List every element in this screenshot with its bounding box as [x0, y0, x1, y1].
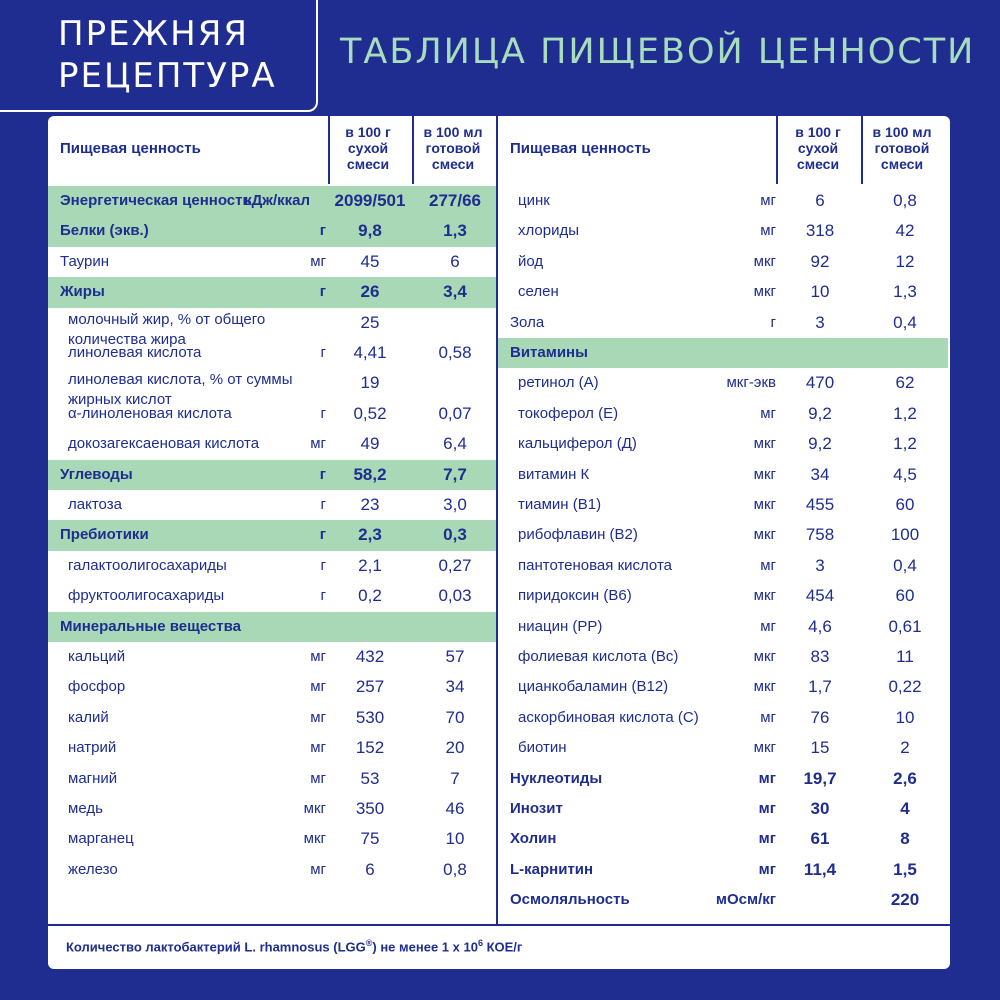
value-ready: 70 [445, 707, 465, 727]
value-dry: 9,2 [808, 403, 832, 423]
right-table-row [498, 399, 948, 429]
nutrient-name: пантотеновая кислота [518, 556, 672, 574]
unit-label: г [319, 465, 326, 483]
value-dry: 49 [360, 434, 380, 454]
value-dry: 4,41 [353, 343, 387, 362]
left-header-name: Пищевая ценность [60, 140, 201, 157]
left-header-dry: в 100 г сухой смеси [345, 124, 391, 172]
value-dry: 34 [810, 464, 830, 484]
unit-label: мг [310, 739, 326, 757]
unit-label: мг [310, 860, 326, 878]
unit-label: г [319, 526, 326, 544]
unit-label: мкг [753, 678, 776, 696]
nutrient-name: железо [68, 860, 118, 878]
value-ready: 4 [900, 799, 910, 818]
value-dry: 2,1 [358, 555, 382, 575]
footer-divider [48, 924, 950, 926]
value-ready: 220 [890, 890, 920, 910]
old-recipe-badge [0, 0, 318, 112]
unit-label: мг [310, 648, 326, 665]
unit-label: мкг [753, 526, 776, 544]
nutrient-name: Углеводы [60, 465, 133, 483]
right-table-row [498, 551, 948, 581]
value-dry: 58,2 [353, 464, 387, 484]
value-dry: 61 [810, 829, 830, 849]
left-table-row [48, 764, 496, 794]
nutrient-name: линолевая кислота, % от суммы жирных кислот [68, 371, 293, 409]
right-table-row [498, 460, 948, 490]
nutrient-name: Белки (экв.) [60, 222, 149, 240]
unit-label: мг [760, 404, 776, 422]
value-dry: 25 [360, 312, 380, 332]
value-ready: 3,4 [443, 282, 467, 302]
unit-label: г [320, 556, 326, 574]
nutrient-name: докозагексаеновая кислота [68, 435, 260, 453]
value-dry: 3 [815, 312, 825, 332]
right-table-row [498, 824, 948, 854]
nutrient-name: пиридоксин (В6) [518, 587, 632, 605]
nutrient-name: Холин [510, 830, 557, 848]
value-ready: 1,3 [443, 221, 467, 241]
unit-label: г [320, 587, 326, 605]
nutrient-name: фруктоолигосахариды [68, 587, 225, 605]
value-ready: 0,8 [893, 191, 917, 210]
nutrient-name: марганец [68, 830, 134, 848]
nutrient-name: ретинол (А) [518, 374, 599, 392]
nutrient-name: ниацин (РР) [518, 617, 603, 635]
value-ready: 62 [895, 373, 915, 393]
value-ready: 0,07 [438, 403, 472, 423]
left-header-ready: в 100 мл готовой смеси [423, 124, 483, 172]
value-ready: 100 [890, 525, 920, 545]
unit-label: мкг [753, 465, 776, 483]
value-dry: 6 [815, 191, 825, 210]
unit-label: мг [758, 800, 776, 817]
unit-label: мг [758, 769, 776, 787]
nutrient-name: биотин [518, 739, 567, 757]
value-dry: 0,52 [353, 403, 387, 423]
right-table-row [498, 338, 948, 368]
value-dry: 30 [810, 799, 830, 818]
left-table-row [48, 642, 496, 672]
value-dry: 9,8 [358, 221, 382, 241]
right-table-row [498, 794, 948, 824]
value-dry: 758 [805, 525, 835, 545]
value-ready: 1,3 [893, 282, 917, 302]
unit-label: мг [760, 192, 776, 209]
divider [412, 116, 414, 184]
unit-label: мкг [303, 800, 326, 817]
nutrient-name: рибофлавин (В2) [518, 526, 638, 544]
value-dry: 76 [810, 707, 830, 727]
nutrient-name: галактоолигосахариды [68, 556, 227, 574]
value-dry: 11,4 [803, 859, 837, 879]
right-table-row [498, 885, 948, 915]
value-dry: 23 [360, 495, 380, 514]
value-ready: 46 [445, 799, 465, 818]
nutrient-name: кальций [68, 648, 126, 665]
unit-label: мг [760, 708, 776, 726]
divider [328, 116, 330, 184]
value-dry: 454 [805, 586, 835, 606]
left-table-row [48, 551, 496, 581]
divider [776, 116, 778, 184]
nutrient-name: α-линоленовая кислота [68, 404, 232, 422]
value-ready: 2 [900, 738, 910, 758]
value-dry: 530 [355, 707, 385, 727]
value-dry: 6 [365, 859, 375, 879]
left-table-row [48, 399, 496, 429]
nutrient-name: Таурин [60, 252, 109, 270]
value-dry: 83 [810, 647, 830, 666]
value-ready: 12 [895, 251, 915, 271]
right-header-ready: в 100 мл готовой смеси [872, 124, 932, 172]
left-table-row [48, 186, 496, 216]
value-dry: 152 [355, 738, 385, 758]
left-table-row [48, 277, 496, 307]
nutrient-name: Энергетическая ценность [60, 192, 252, 209]
right-table-row [498, 703, 948, 733]
value-dry: 75 [360, 829, 380, 849]
value-dry: 92 [810, 251, 830, 271]
value-ready: 1,5 [893, 859, 917, 879]
unit-label: г [320, 404, 326, 422]
unit-label: мкг [753, 648, 776, 665]
nutrient-name: фосфор [68, 678, 126, 696]
value-dry: 26 [360, 282, 380, 302]
unit-label: мг [310, 678, 326, 696]
unit-label: мкг [303, 830, 326, 848]
left-table-row [48, 703, 496, 733]
left-table-row [48, 581, 496, 611]
nutrient-name: лактоза [68, 496, 122, 513]
nutrient-name: Витамины [510, 344, 588, 361]
nutrient-name: селен [518, 283, 559, 301]
nutrient-name: тиамин (В1) [518, 496, 602, 513]
badge-line-2: РЕЦЕПТУРА [58, 56, 277, 96]
nutrient-name: Зола [510, 313, 545, 331]
left-table-row [48, 612, 496, 642]
value-dry: 19 [360, 373, 380, 393]
value-ready: 0,4 [893, 312, 917, 332]
unit-label: г [319, 222, 326, 240]
unit-label: г [319, 283, 326, 301]
left-table-row [48, 824, 496, 854]
left-table-row [48, 247, 496, 277]
unit-label: мг [310, 435, 326, 453]
page-title: ТАБЛИЦА ПИЩЕВОЙ ЦЕННОСТИ [340, 32, 976, 72]
value-ready: 57 [445, 647, 465, 666]
value-ready: 60 [895, 495, 915, 514]
nutrient-name: Инозит [510, 800, 563, 817]
unit-label: кДж/ккал [244, 192, 310, 209]
right-table-row [498, 216, 948, 246]
right-table-row [498, 490, 948, 520]
nutrient-name: фолиевая кислота (Вс) [518, 648, 679, 665]
unit-label: г [320, 344, 326, 361]
value-ready: 0,61 [888, 616, 922, 636]
nutrient-name: Жиры [60, 283, 105, 301]
right-table-header [498, 116, 950, 184]
value-dry: 45 [360, 251, 380, 271]
badge-line-1: ПРЕЖНЯЯ [58, 14, 249, 54]
left-table-row [48, 338, 496, 368]
value-ready: 10 [895, 707, 915, 727]
unit-label: мкг [753, 587, 776, 605]
footnote: Количество лактобактерий L. rhamnosus (LGG®) не менее 1 х $10^6$ КОЕ/г [66, 938, 523, 955]
value-ready: 0,3 [443, 525, 467, 545]
value-ready: 60 [895, 586, 915, 606]
right-table-row [498, 520, 948, 550]
unit-label: г [320, 496, 326, 513]
value-ready: 34 [445, 677, 465, 697]
right-table-row [498, 642, 948, 672]
nutrient-name: витамин К [518, 465, 590, 483]
unit-label: мОсм/кг [715, 891, 776, 909]
nutrient-name: калий [68, 708, 109, 726]
value-dry: 318 [805, 221, 835, 241]
right-table-row [498, 186, 948, 216]
left-table-row [48, 855, 496, 885]
right-table-row [498, 247, 948, 277]
value-dry: 53 [360, 768, 380, 788]
value-ready: 11 [896, 647, 914, 666]
value-dry: 432 [355, 647, 385, 666]
left-table-header [48, 116, 498, 184]
nutrient-name: токоферол (Е) [518, 404, 619, 422]
unit-label: мкг [753, 435, 776, 453]
left-table-row [48, 460, 496, 490]
value-dry: 9,2 [808, 434, 832, 454]
left-table-row [48, 216, 496, 246]
nutrient-name: аскорбиновая кислота (С) [518, 708, 699, 726]
left-table-row [48, 733, 496, 763]
unit-label: мг [758, 860, 776, 878]
value-ready: 6,4 [443, 434, 467, 454]
value-ready: 42 [895, 221, 915, 241]
value-dry: 19,7 [803, 768, 837, 788]
right-table-row [498, 733, 948, 763]
value-dry: 2,3 [358, 525, 382, 545]
value-dry: 455 [805, 495, 835, 514]
value-ready: 4,5 [893, 464, 917, 484]
value-ready: 3,0 [443, 495, 467, 514]
nutrient-name: натрий [68, 739, 117, 757]
unit-label: г [770, 313, 776, 331]
right-table-row [498, 764, 948, 794]
unit-label: мкг [753, 283, 776, 301]
value-ready: 10 [445, 829, 465, 849]
unit-label: мг [310, 252, 326, 270]
value-dry: 470 [805, 373, 835, 393]
value-ready: 0,22 [888, 677, 922, 697]
nutrient-name: цианкобаламин (В12) [518, 678, 669, 696]
nutrient-name: йод [518, 252, 544, 270]
value-dry: 3 [815, 555, 825, 575]
value-ready: 1,2 [893, 403, 917, 423]
value-dry: 1,7 [808, 677, 832, 697]
unit-label: мкг [753, 252, 776, 270]
nutrient-name: кальциферол (Д) [518, 435, 637, 453]
right-table-row [498, 308, 948, 338]
unit-label: мкг-экв [726, 374, 776, 392]
value-dry: 15 [810, 738, 830, 758]
value-dry: 350 [355, 799, 385, 818]
right-table-row [498, 612, 948, 642]
right-table-row [498, 855, 948, 885]
value-dry: 257 [355, 677, 385, 697]
value-ready: 0,03 [438, 586, 472, 606]
nutrient-name: Осмоляльность [510, 891, 630, 909]
nutrient-name: линолевая кислота [68, 344, 202, 361]
right-header-dry: в 100 г сухой смеси [795, 124, 841, 172]
unit-label: мг [760, 556, 776, 574]
value-ready: 0,8 [443, 859, 467, 879]
left-table-row [48, 368, 496, 409]
nutrient-name: хлориды [518, 222, 580, 240]
value-ready: 8 [900, 829, 910, 849]
unit-label: мг [310, 708, 326, 726]
left-table-row [48, 490, 496, 520]
left-table-row [48, 520, 496, 550]
left-table-row [48, 429, 496, 459]
value-dry: 0,2 [358, 586, 382, 606]
unit-label: мкг [753, 496, 776, 513]
value-ready: 7,7 [443, 464, 467, 484]
value-dry: 4,6 [808, 616, 832, 636]
right-table-row [498, 429, 948, 459]
nutrition-table [48, 116, 950, 969]
right-table-row [498, 672, 948, 702]
left-table-row [48, 794, 496, 824]
value-ready: 2,6 [893, 768, 917, 788]
nutrient-name: Минеральные вещества [60, 617, 241, 635]
right-table-row [498, 581, 948, 611]
nutrient-name: медь [68, 800, 103, 817]
value-ready: 20 [445, 738, 465, 758]
nutrient-name: молочный жир, % от общего количества жира [68, 310, 266, 348]
unit-label: мг [758, 830, 776, 848]
divider [496, 116, 498, 924]
value-dry: 2099/501 [334, 191, 406, 210]
right-table-row [498, 368, 948, 398]
unit-label: мкг [753, 739, 776, 757]
value-ready: 0,27 [438, 555, 472, 575]
unit-label: мг [760, 222, 776, 240]
right-table-row [498, 277, 948, 307]
unit-label: мг [310, 769, 326, 787]
nutrient-name: магний [68, 769, 118, 787]
value-ready: 7 [450, 768, 460, 788]
unit-label: мг [760, 617, 776, 635]
value-ready: 0,4 [893, 555, 917, 575]
nutrient-name: Нуклеотиды [510, 769, 603, 787]
nutrient-name: цинк [518, 192, 550, 209]
value-ready: 277/66 [429, 191, 481, 210]
value-ready: 1,2 [893, 434, 917, 454]
divider [861, 116, 863, 184]
value-ready: 0,58 [438, 343, 472, 362]
nutrient-name: Пребиотики [60, 526, 149, 544]
nutrient-name: L-карнитин [510, 860, 594, 878]
left-table-row [48, 672, 496, 702]
right-header-name: Пищевая ценность [510, 140, 651, 157]
value-ready: 6 [450, 251, 460, 271]
left-table-row [48, 308, 496, 348]
value-dry: 10 [810, 282, 830, 302]
